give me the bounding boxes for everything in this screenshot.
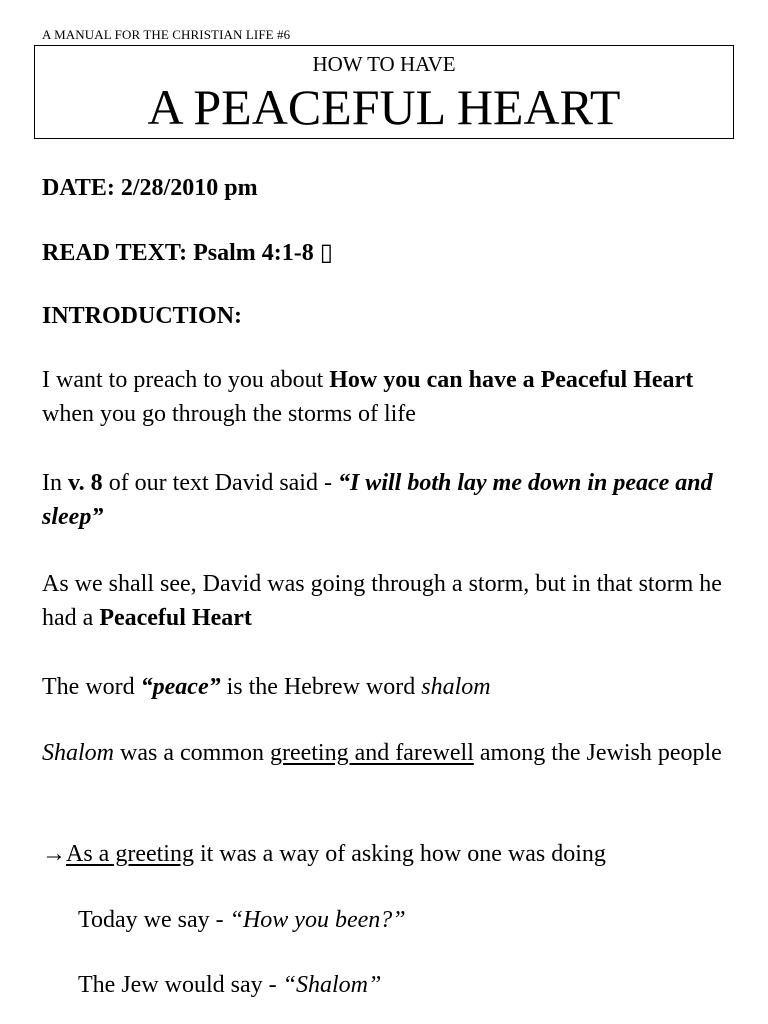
bold-text-run: v. 8	[68, 470, 103, 496]
paragraph-today	[78, 903, 768, 937]
text-run: Today we say -	[78, 907, 230, 933]
underlined-text-run: As a greeting	[66, 841, 194, 867]
paragraph-word-peace	[42, 670, 732, 704]
text-run: The word	[42, 674, 141, 700]
title-box	[34, 45, 734, 139]
introduction-heading: INTRODUCTION:	[42, 303, 243, 329]
text-run: among the Jewish people	[473, 740, 722, 766]
paragraph-shalom	[42, 736, 732, 770]
arrow-icon: →	[42, 841, 66, 867]
text-run: of our text David said -	[102, 470, 338, 496]
italic-text-run: “Shalom”	[282, 972, 382, 998]
text-run: As we shall see, David was going through a storm, but in that storm he had a	[42, 571, 722, 631]
text-run: when you go through the storms of life	[42, 401, 416, 427]
paragraph-jew	[78, 968, 768, 1002]
underlined-text-run: greeting and farewell	[269, 740, 474, 766]
paragraph-storm	[42, 567, 732, 635]
text-run: is the Hebrew word	[220, 674, 422, 700]
text-run: I want to preach to you about	[42, 367, 330, 393]
text-run: The Jew would say -	[78, 972, 283, 998]
italic-text-run: “How you been?”	[229, 907, 406, 933]
bold-text-run: How you can have a Peaceful Heart	[329, 367, 694, 393]
title-subheading: HOW TO HAVE	[312, 52, 456, 76]
bold-italic-text-run: “peace”	[140, 674, 221, 700]
italic-text-run: shalom	[421, 674, 491, 700]
text-run: it was a way of asking how one was doing	[193, 841, 606, 867]
bold-text-run: Peaceful Heart	[99, 605, 252, 631]
paragraph-greeting	[42, 837, 732, 871]
read-text-line: READ TEXT: Psalm 4:1-8 ▯	[42, 240, 333, 266]
paragraph-verse-8	[42, 466, 732, 534]
page-title: A PEACEFUL HEART	[147, 79, 621, 135]
quote-text-run: “I will both lay me down in peace and sleep”	[42, 470, 713, 530]
paragraph-preach	[42, 363, 732, 431]
italic-text-run: Shalom	[42, 740, 114, 766]
date-line: DATE: 2/28/2010 pm	[42, 175, 258, 201]
text-run: was a common	[114, 740, 270, 766]
series-header: A MANUAL FOR THE CHRISTIAN LIFE #6	[42, 27, 291, 42]
text-run: In	[42, 470, 68, 496]
